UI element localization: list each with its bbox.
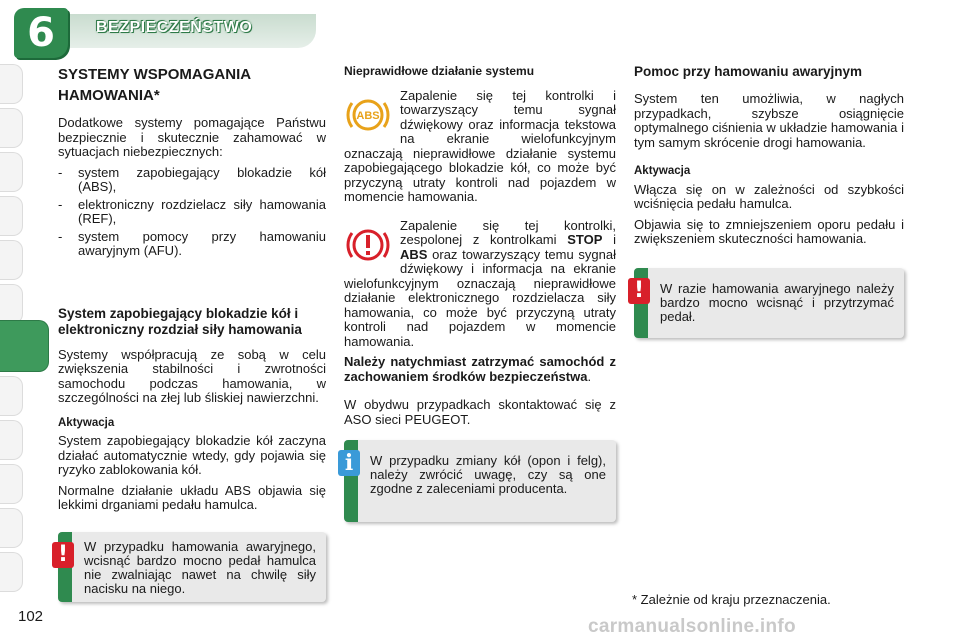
page-number: 102 xyxy=(18,608,44,625)
middle-column xyxy=(344,64,616,433)
system-list xyxy=(58,166,326,259)
abs-section-heading: System zapobiegający blokadzie kół i elektroniczny rozdział siły hamowania xyxy=(58,305,302,337)
chapter-badge xyxy=(14,8,68,58)
abs-icon-label: ABS xyxy=(356,109,380,122)
info-icon: i xyxy=(338,450,360,476)
brake-malfunction-text: Zapalenie się tej kontrolki, zespolonej z kontrolkami STOP i ABS oraz towarzyszący temu sygnał dźwiękowy i informacja na ekranie wielofunkcyjnym oznaczają nieprawidłowe działanie elektronicznego rozdzielacza siły hamowania, co może być przyczyną utraty kontroli nad pojazdem w momencie hamowania. xyxy=(344,217,616,349)
side-tab[interactable] xyxy=(0,376,23,416)
warning-note-text: W razie hamowania awaryjnego należy bardzo mocno wcisnąć i przytrzymać pedał. xyxy=(660,281,894,324)
side-tab[interactable] xyxy=(0,284,23,324)
stop-instruction: Należy natychmiast zatrzymać samochód z zachowaniem środków bezpieczeństwa. xyxy=(344,354,616,384)
side-tab[interactable] xyxy=(0,464,23,504)
side-tab[interactable] xyxy=(0,420,23,460)
exclamation-icon: ! xyxy=(52,542,74,568)
exclamation-icon: ! xyxy=(628,278,650,304)
warning-note xyxy=(634,268,904,338)
list-item: - system zapobiegający blokadzie kół (ABS), xyxy=(58,166,326,195)
page-title: BEZPIECZEŃSTWO xyxy=(96,19,253,36)
list-item: - elektroniczny rozdzielacz siły hamowania (REF), xyxy=(58,198,326,227)
intro-text: Dodatkowe systemy pomagające Państwu bezpiecznie i skutecznie zahamować w sytuacjach niebezpiecznych: xyxy=(58,115,326,159)
left-column xyxy=(58,64,326,519)
info-note-text: W przypadku zmiany kół (opon i felg), należy zwrócić uwagę, czy są one zgodne z zaleceniami producenta. xyxy=(370,453,606,496)
chapter-number: 6 xyxy=(27,10,55,56)
warning-note xyxy=(58,532,326,602)
side-tab[interactable] xyxy=(0,108,23,148)
info-note xyxy=(344,440,616,522)
abs-section-text: Systemy współpracują ze sobą w celu zwiększenia stabilności i zwrotności samochodu podczas hamowania, w szczególności na złej lub śliskiej nawierzchni. xyxy=(58,346,326,405)
stop-label: STOP xyxy=(567,232,603,247)
emergency-braking-heading: Pomoc przy hamowaniu awaryjnym xyxy=(634,64,863,79)
abs-label: ABS xyxy=(400,246,428,262)
side-tab[interactable] xyxy=(0,508,23,548)
emergency-intro-text: System ten umożliwia, w nagłych przypadkach, szybsze osiągnięcie optymalnego ciśnienia w układzie hamowania i tym samym skrócenie drogi hamowania. xyxy=(634,91,904,150)
abs-malfunction-text: Zapalenie się tej kontrolki i towarzyszący temu sygnał dźwiękowy oraz informacja tekstowa na ekranie wielofunkcyjnym oznaczają nieprawidłowe działanie systemu zapobiegającego blokadzie kół, co może być przyczyną utraty kontroli nad pojazdem w momencie hamowania. xyxy=(344,87,616,204)
brake-warning-light-icon xyxy=(344,221,392,269)
side-tab[interactable] xyxy=(0,64,23,104)
footnote: * Zależnie od kraju przeznaczenia. xyxy=(632,592,831,607)
warning-note-text: W przypadku hamowania awaryjnego, wcisnąć bardzo mocno pedał hamulca nie zwalniając nawet na chwilę siły nacisku na niego. xyxy=(84,539,316,596)
malfunction-heading: Nieprawidłowe działanie systemu xyxy=(344,64,535,78)
activation-text: System zapobiegający blokadzie kół zaczyna działać automatycznie wtedy, gdy pojawia się ryzyko zablokowania kół. xyxy=(58,433,326,477)
section-heading: SYSTEMY WSPOMAGANIA HAMOWANIA* xyxy=(58,66,252,104)
effect-text: Objawia się to zmniejszeniem oporu pedału i zwiększeniem skuteczności hamowania. xyxy=(634,216,904,246)
activation-heading: Aktywacja xyxy=(58,416,115,429)
watermark: carmanualsonline.info xyxy=(588,616,796,637)
service-text: W obydwu przypadkach skontaktować się z ASO sieci PEUGEOT. xyxy=(344,397,616,427)
right-column xyxy=(634,64,904,253)
side-tab[interactable] xyxy=(0,240,23,280)
side-tab[interactable] xyxy=(0,552,23,592)
list-item: - system pomocy przy hamowaniu awaryjnym (AFU). xyxy=(58,230,326,259)
side-tab[interactable] xyxy=(0,152,23,192)
abs-note-text: Normalne działanie układu ABS objawia się lekkimi drganiami pedału hamulca. xyxy=(58,482,326,512)
activation-heading: Aktywacja xyxy=(634,165,691,177)
activation-text: Włącza się on w zależności od szybkości wciśnięcia pedału hamulca. xyxy=(634,181,904,211)
abs-warning-light-icon xyxy=(344,91,392,139)
side-tab[interactable] xyxy=(0,196,23,236)
side-tab-active[interactable] xyxy=(0,320,49,372)
